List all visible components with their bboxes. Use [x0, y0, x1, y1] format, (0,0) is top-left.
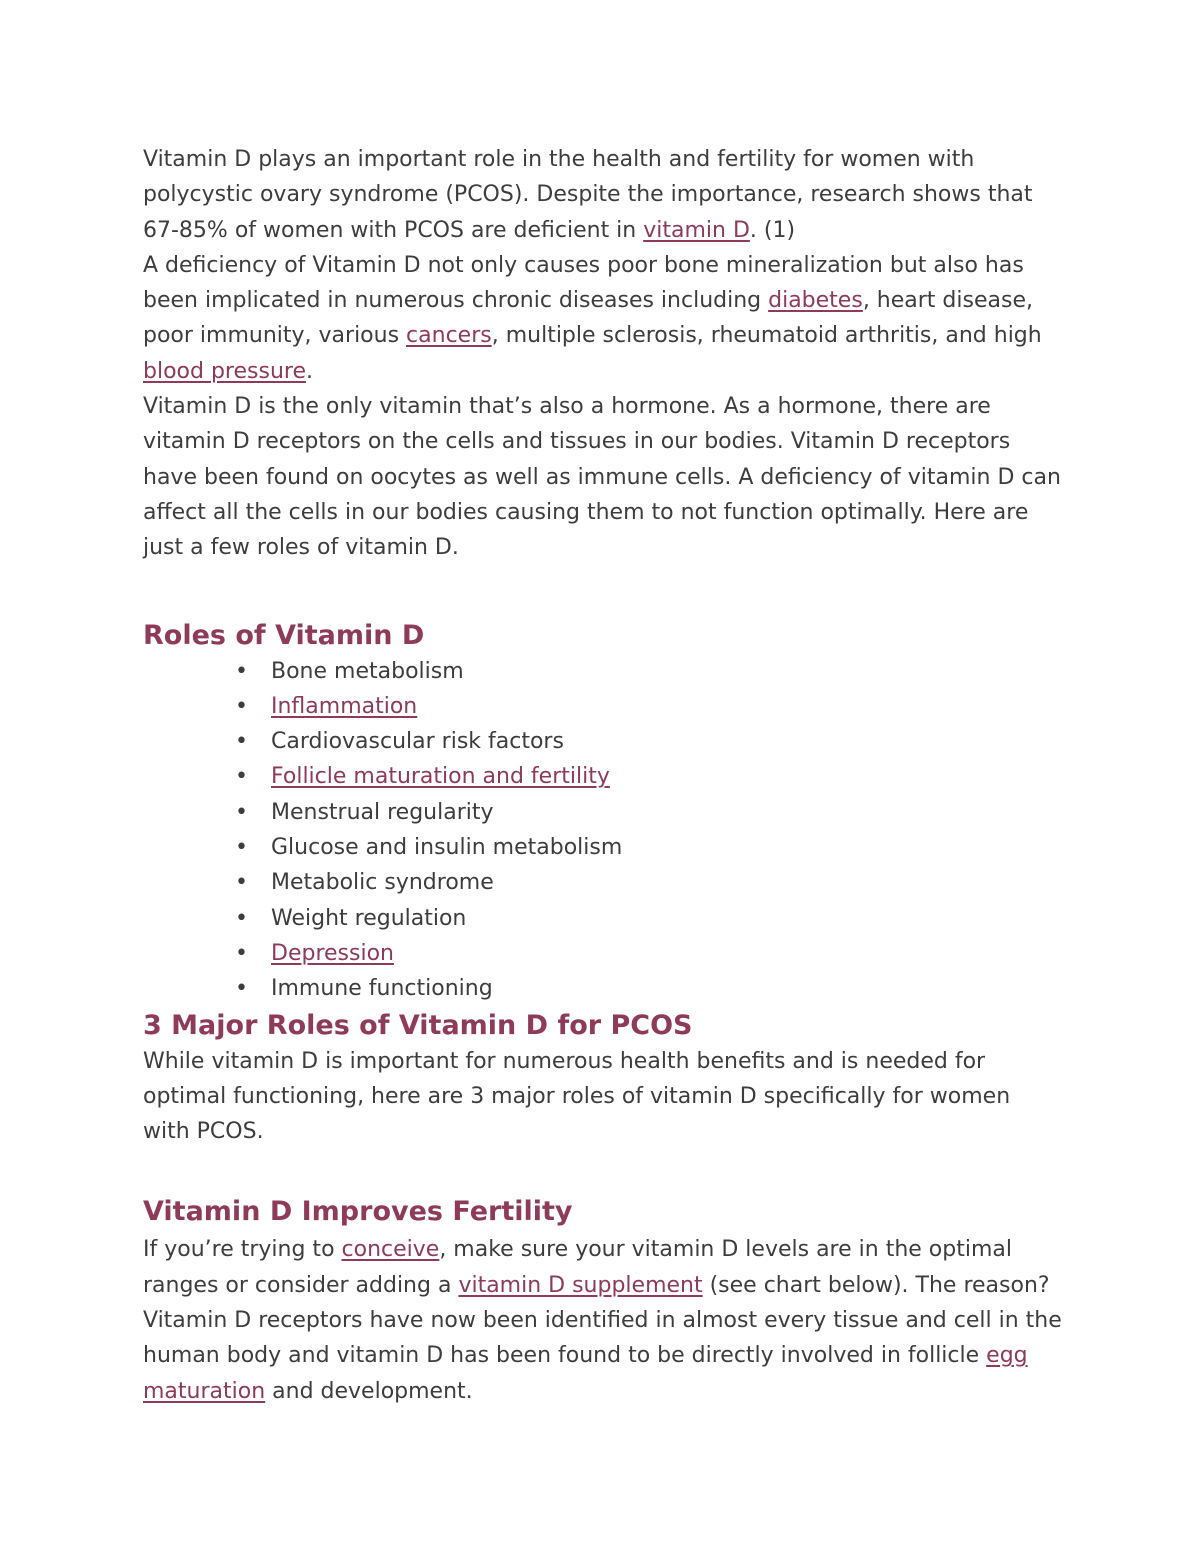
link-vitamin-d-supplement[interactable]: vitamin D supplement	[458, 1272, 703, 1298]
link-blood-pressure[interactable]: blood pressure	[143, 358, 306, 384]
list-item: • Immune functioning	[271, 971, 1063, 1006]
major-roles-paragraph: While vitamin D is important for numerous health benefits and is needed for optimal functioning, here are 3 major roles of vitamin D specifically for women with PCOS.	[143, 1048, 1011, 1145]
bullet-icon: •	[235, 835, 248, 861]
list-item: • Weight regulation	[271, 901, 1063, 936]
bullet-icon: •	[235, 693, 248, 719]
roles-heading: Roles of Vitamin D	[143, 619, 425, 651]
intro-paragraph-2: A deficiency of Vitamin D not only causes poor bone mineralization but also has been implicated in numerous chronic diseases including diabetes, heart disease, poor immunity, various cancers, multiple sclerosis, rheumatoid arthritis, and high blood pressure.	[143, 252, 1042, 384]
list-item: • Bone metabolism	[271, 654, 1063, 689]
link-egg-maturation[interactable]: egg maturation	[143, 1343, 1028, 1404]
list-item: • Cardiovascular risk factors	[271, 724, 1063, 759]
list-item	[235, 936, 1063, 971]
list-item: • Menstrual regularity	[271, 795, 1063, 830]
link-follicle-maturation[interactable]: Follicle maturation and fertility	[271, 764, 610, 790]
bullet-icon: •	[235, 729, 248, 755]
list-item	[235, 689, 1063, 724]
roles-list	[143, 654, 1063, 1007]
list-item	[235, 759, 1063, 794]
fertility-paragraph: If you’re trying to conceive, make sure your vitamin D levels are in the optimal ranges or consider adding a vitamin D supplement (see chart below). The reason? Vitamin D receptors have now been identified in almost every tissue and cell in the human body and vitamin D has been found to be directly involved in follicle egg maturation and development.	[143, 1237, 1062, 1404]
link-vitamin-d[interactable]: vitamin D	[643, 217, 750, 243]
link-diabetes[interactable]: diabetes	[768, 288, 863, 314]
bullet-icon: •	[235, 764, 248, 790]
document-page	[143, 142, 1063, 1409]
bullet-icon: •	[235, 799, 248, 825]
bullet-icon: •	[235, 905, 248, 931]
intro-paragraph-1: Vitamin D plays an important role in the health and fertility for women with polycystic ovary syndrome (PCOS). Despite the importance, research shows that 67-85% of women with PCOS are deficient in vitamin D. (1)	[143, 147, 1033, 243]
link-conceive[interactable]: conceive	[341, 1237, 440, 1263]
bullet-icon: •	[235, 658, 248, 684]
bullet-icon: •	[235, 976, 248, 1002]
intro-paragraph-3: Vitamin D is the only vitamin that’s also a hormone. As a hormone, there are vitamin D receptors on the cells and tissues in our bodies. Vitamin D receptors have been found on oocytes as well as immune cells. A deficiency of vitamin D can affect all the cells in our bodies causing them to not function optimally. Here are just a few roles of vitamin D.	[143, 394, 1061, 561]
link-cancers[interactable]: cancers	[406, 323, 492, 349]
list-item: • Glucose and insulin metabolism	[271, 830, 1063, 865]
link-depression[interactable]: Depression	[271, 940, 394, 966]
bullet-icon: •	[235, 870, 248, 896]
fertility-heading: Vitamin D Improves Fertility	[143, 1196, 573, 1228]
list-item: • Metabolic syndrome	[271, 865, 1063, 900]
link-inflammation[interactable]: Inflammation	[271, 693, 418, 719]
bullet-icon: •	[235, 940, 248, 966]
major-roles-heading: 3 Major Roles of Vitamin D for PCOS	[143, 1009, 693, 1041]
